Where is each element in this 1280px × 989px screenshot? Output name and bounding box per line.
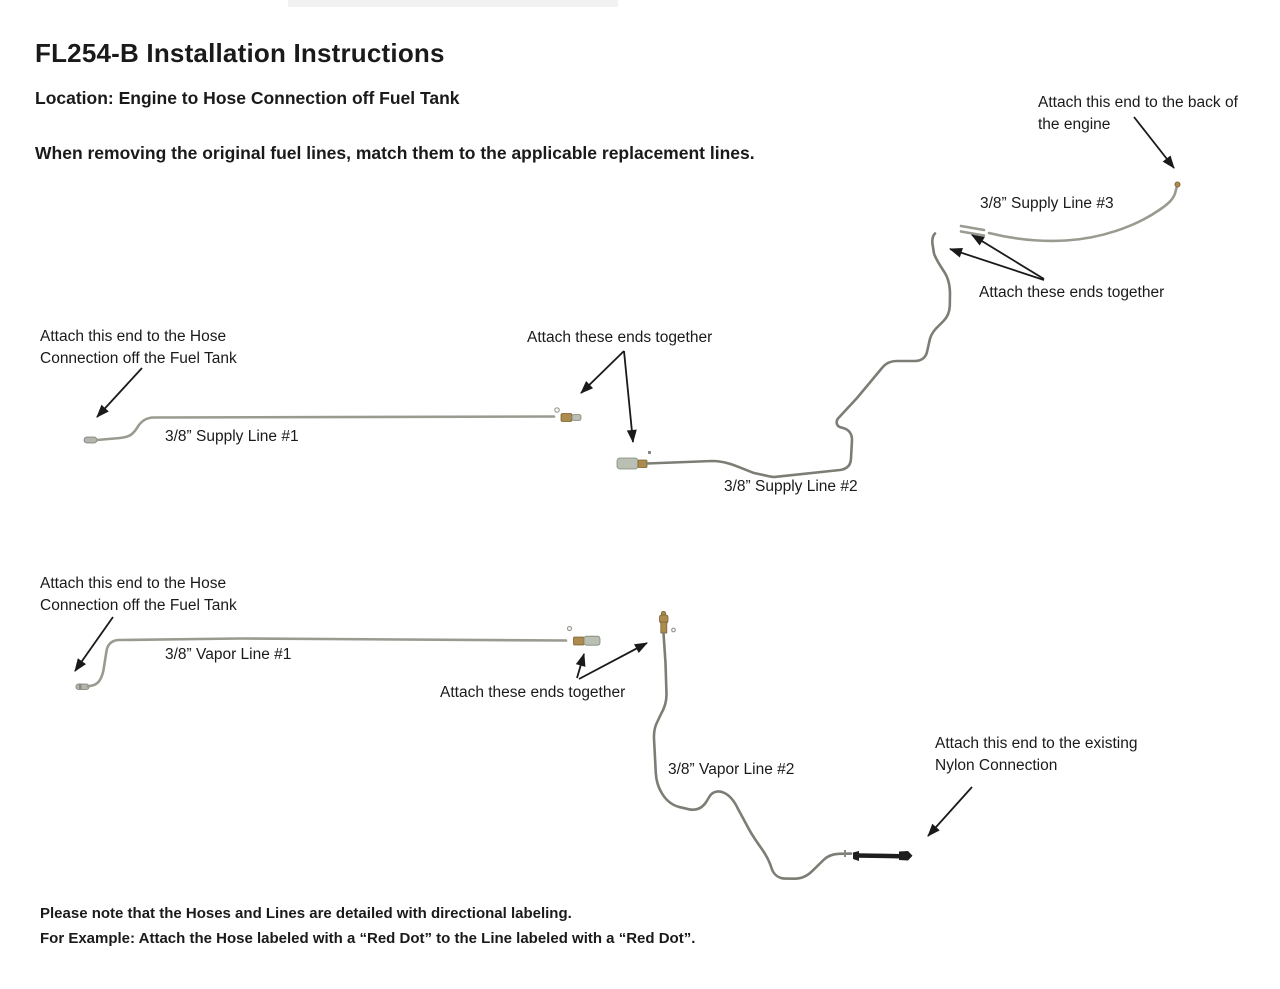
hose-left-cap <box>853 851 859 861</box>
annotation-engine-end-line1: Attach this end to the back of <box>1038 94 1238 111</box>
supply-line-2-mark <box>648 451 651 454</box>
vapor-line-2-path <box>654 633 851 879</box>
arrow-to-supply3-left-end <box>972 235 1044 279</box>
footer-note-2: For Example: Attach the Hose labeled with a “Red Dot” to the Line labeled with a “Red Dot”. <box>40 930 696 947</box>
annotation-vapor-tank-end <box>40 573 237 617</box>
arrow-to-supply1-tank-end <box>97 368 142 417</box>
annotation-supply-tank-end-line2: Connection off the Fuel Tank <box>40 350 237 367</box>
label-vapor-line-2: 3/8” Vapor Line #2 <box>668 761 795 778</box>
supply-line-3-engine-end-tip <box>1175 182 1180 187</box>
footer-note-1: Please note that the Hoses and Lines are detailed with directional labeling. <box>40 905 572 922</box>
hose-nylon-connector <box>899 851 913 861</box>
label-vapor-line-1: 3/8” Vapor Line #1 <box>165 646 292 663</box>
vapor-line-1-end-cylinder <box>584 636 600 645</box>
supply-line-1-end-tip <box>572 415 581 421</box>
vapor-line-1 <box>76 627 600 690</box>
supply-line-2-path <box>647 234 950 477</box>
annotation-nylon-end <box>935 733 1137 777</box>
arrow-to-nylon-connection-end <box>928 787 972 836</box>
vapor-line-2-top-bolt-shaft <box>661 622 667 633</box>
annotation-nylon-end-line1: Attach this end to the existing <box>935 735 1138 752</box>
annotation-supply3-ends-together: Attach these ends together <box>979 284 1165 301</box>
vapor-line-2-ring-mark <box>672 628 676 632</box>
arrow-to-supply2-top-end <box>950 249 1044 280</box>
intro-line: When removing the original fuel lines, match them to the applicable replacement lines. <box>35 143 755 163</box>
annotation-nylon-end-line2: Nylon Connection <box>935 757 1058 774</box>
arrow-to-vapor2-top-end <box>579 643 647 679</box>
vapor-line-1-path <box>88 639 566 687</box>
arrow-to-supply2-left-end <box>624 351 633 442</box>
supply-line-2-end-nut <box>638 460 647 468</box>
supply-line-1-tank-end-fitting <box>84 437 97 443</box>
supply-line-2 <box>617 234 950 477</box>
callout-arrows <box>75 117 1174 836</box>
annotation-vapor-tank-end-line2: Connection off the Fuel Tank <box>40 597 237 614</box>
vapor-line-1-end-nut <box>574 637 585 645</box>
vapor-line-2-hose-segment <box>857 856 900 857</box>
label-supply-line-1: 3/8” Supply Line #1 <box>165 428 299 445</box>
page-title: FL254-B Installation Instructions <box>35 38 445 68</box>
supply-line-3-end-sleeve-upper <box>961 226 984 230</box>
arrow-to-vapor1-tank-end <box>75 617 113 671</box>
supply-line-1 <box>84 408 581 443</box>
vapor-line-2 <box>654 611 913 878</box>
supply-line-2-end-cylinder <box>617 458 638 469</box>
arrow-to-supply1-right-end <box>581 351 624 393</box>
arrow-to-vapor1-right-end <box>577 654 584 678</box>
supply-line-1-ring-mark <box>555 408 559 412</box>
annotation-engine-end-line2: the engine <box>1038 116 1111 133</box>
location-line: Location: Engine to Hose Connection off Fuel Tank <box>35 88 460 108</box>
vapor-line-1-ring-mark <box>568 627 572 631</box>
vapor-line-1-fitting-band <box>79 684 82 690</box>
annotation-engine-end <box>1038 92 1238 136</box>
annotation-supply-tank-end-line1: Attach this end to the Hose <box>40 328 227 345</box>
annotation-vapor-tank-end-line1: Attach this end to the Hose <box>40 575 227 592</box>
annotation-vapor-ends-together: Attach these ends together <box>440 684 626 701</box>
annotation-supply-tank-end <box>40 326 237 370</box>
annotation-supply12-ends-together: Attach these ends together <box>527 329 713 346</box>
label-supply-line-2: 3/8” Supply Line #2 <box>724 478 858 495</box>
label-supply-line-3: 3/8” Supply Line #3 <box>980 195 1114 212</box>
supply-line-1-end-nut <box>561 414 572 422</box>
vapor-line-2-mark <box>844 850 846 857</box>
